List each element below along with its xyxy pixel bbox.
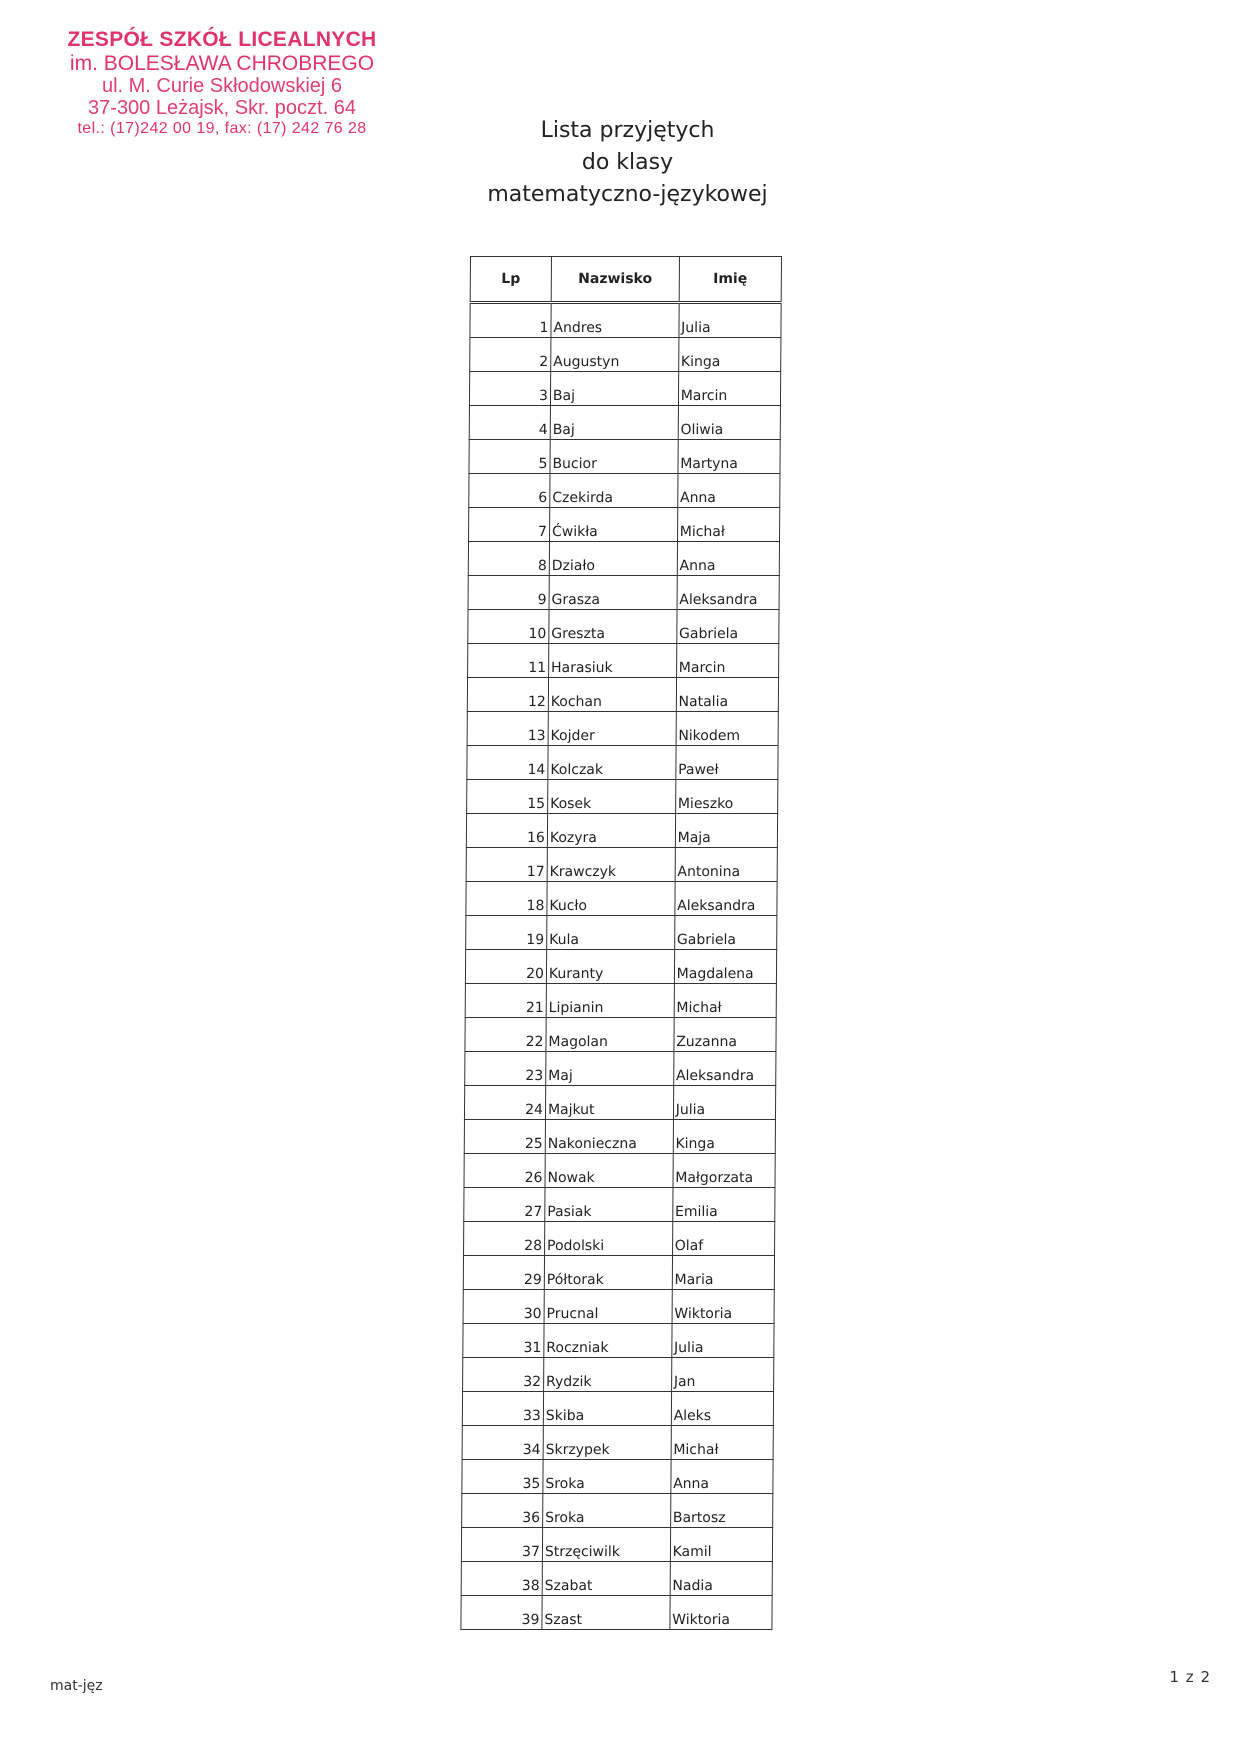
- row-surname: Augustyn: [551, 338, 679, 372]
- row-surname: Kuranty: [546, 950, 674, 984]
- row-name: Paweł: [676, 746, 779, 780]
- row-name: Marcin: [676, 644, 779, 678]
- row-surname: Magolan: [546, 1018, 674, 1052]
- table-row: [466, 814, 777, 848]
- row-name: Aleksandra: [675, 882, 778, 916]
- row-surname: Pasiak: [545, 1188, 673, 1222]
- row-surname: Maj: [546, 1052, 674, 1086]
- row-surname: Kosek: [548, 780, 676, 814]
- row-name: Aleks: [671, 1392, 774, 1426]
- row-name: Julia: [672, 1324, 775, 1358]
- row-name: Kinga: [678, 338, 781, 372]
- row-lp: 20: [465, 950, 546, 984]
- row-name: Martyna: [678, 440, 781, 474]
- header-lp: Lp: [470, 257, 551, 303]
- table-row: [462, 1426, 773, 1460]
- table-row: [467, 780, 778, 814]
- row-lp: 21: [465, 984, 546, 1018]
- row-name: Julia: [673, 1086, 776, 1120]
- row-name: Anna: [677, 474, 780, 508]
- row-lp: 8: [468, 542, 549, 576]
- row-name: Aleksandra: [677, 576, 780, 610]
- footer-class-code: mat-jęz: [50, 1678, 103, 1694]
- row-lp: 12: [467, 678, 548, 712]
- row-lp: 27: [464, 1188, 545, 1222]
- row-lp: 2: [470, 338, 551, 372]
- table-row: [461, 1596, 772, 1630]
- row-name: Anna: [671, 1460, 774, 1494]
- row-lp: 16: [466, 814, 547, 848]
- row-surname: Kozyra: [547, 814, 675, 848]
- row-name: Nadia: [670, 1562, 773, 1596]
- row-name: Gabriela: [676, 610, 779, 644]
- row-lp: 37: [461, 1528, 542, 1562]
- table-row: [464, 1086, 775, 1120]
- row-lp: 11: [468, 644, 549, 678]
- admitted-students-table: [460, 256, 782, 1630]
- header-name: Imię: [679, 257, 782, 303]
- row-lp: 33: [462, 1392, 543, 1426]
- row-surname: Lipianin: [546, 984, 674, 1018]
- row-surname: Kochan: [548, 678, 676, 712]
- row-name: Antonina: [675, 848, 778, 882]
- row-lp: 4: [469, 406, 550, 440]
- table-header-row: [470, 257, 781, 303]
- table-row: [464, 1120, 775, 1154]
- table-row: [466, 848, 777, 882]
- row-name: Kinga: [673, 1120, 776, 1154]
- table-row: [465, 1052, 776, 1086]
- row-surname: Harasiuk: [548, 644, 676, 678]
- row-surname: Baj: [550, 372, 678, 406]
- table-body: [461, 303, 781, 1630]
- table-row: [461, 1562, 772, 1596]
- row-surname: Skiba: [543, 1392, 671, 1426]
- row-name: Marcin: [678, 372, 781, 406]
- row-surname: Grasza: [549, 576, 677, 610]
- table-row: [469, 508, 780, 542]
- row-surname: Ćwikła: [549, 508, 677, 542]
- table-row: [470, 338, 781, 372]
- row-surname: Szabat: [542, 1562, 670, 1596]
- table-row: [463, 1290, 774, 1324]
- document-title: [440, 115, 815, 211]
- row-lp: 17: [466, 848, 547, 882]
- row-surname: Prucnal: [544, 1290, 672, 1324]
- row-lp: 36: [462, 1494, 543, 1528]
- table-row: [469, 440, 780, 474]
- row-lp: 22: [465, 1018, 546, 1052]
- row-lp: 38: [461, 1562, 542, 1596]
- row-name: Michał: [677, 508, 780, 542]
- table-row: [467, 746, 778, 780]
- row-lp: 31: [463, 1324, 544, 1358]
- row-lp: 13: [467, 712, 548, 746]
- row-name: Oliwia: [678, 406, 781, 440]
- row-lp: 6: [469, 474, 550, 508]
- table-row: [463, 1256, 774, 1290]
- row-name: Magdalena: [674, 950, 777, 984]
- school-stamp: [52, 28, 392, 138]
- row-name: Maja: [675, 814, 778, 848]
- row-name: Natalia: [676, 678, 779, 712]
- row-lp: 14: [467, 746, 548, 780]
- row-name: Zuzanna: [674, 1018, 777, 1052]
- stamp-line-city: 37-300 Leżajsk, Skr. poczt. 64: [88, 97, 356, 120]
- row-lp: 23: [465, 1052, 546, 1086]
- row-lp: 7: [469, 508, 550, 542]
- table-row: [465, 1018, 776, 1052]
- row-surname: Majkut: [545, 1086, 673, 1120]
- table-row: [464, 1222, 775, 1256]
- row-surname: Strzęciwilk: [542, 1528, 670, 1562]
- stamp-line-street: ul. M. Curie Skłodowskiej 6: [101, 75, 343, 98]
- table-row: [470, 303, 781, 338]
- row-lp: 28: [464, 1222, 545, 1256]
- row-name: Anna: [677, 542, 780, 576]
- table-row: [466, 882, 777, 916]
- row-lp: 18: [466, 882, 547, 916]
- table-row: [468, 542, 779, 576]
- row-name: Michał: [674, 984, 777, 1018]
- header-surname: Nazwisko: [551, 257, 679, 303]
- stamp-line-school-name: ZESPÓŁ SZKÓŁ LICEALNYCH: [67, 28, 377, 51]
- row-surname: Sroka: [543, 1460, 671, 1494]
- row-name: Jan: [671, 1358, 774, 1392]
- row-name: Mieszko: [675, 780, 778, 814]
- row-surname: Podolski: [544, 1222, 672, 1256]
- page-number: 1 z 2: [1169, 1668, 1211, 1686]
- table-row: [464, 1154, 775, 1188]
- row-name: Gabriela: [674, 916, 777, 950]
- row-name: Emilia: [672, 1188, 775, 1222]
- row-lp: 25: [464, 1120, 545, 1154]
- table-row: [461, 1528, 772, 1562]
- row-surname: Nowak: [545, 1154, 673, 1188]
- row-surname: Działo: [549, 542, 677, 576]
- row-lp: 24: [464, 1086, 545, 1120]
- table-row: [469, 372, 780, 406]
- row-surname: Kula: [547, 916, 675, 950]
- row-lp: 9: [468, 576, 549, 610]
- row-surname: Szast: [542, 1596, 670, 1630]
- row-lp: 10: [468, 610, 549, 644]
- row-surname: Skrzypek: [543, 1426, 671, 1460]
- row-name: Olaf: [672, 1222, 775, 1256]
- row-lp: 34: [462, 1426, 543, 1460]
- row-lp: 35: [462, 1460, 543, 1494]
- row-name: Aleksandra: [673, 1052, 776, 1086]
- table-row: [463, 1324, 774, 1358]
- row-surname: Bucior: [550, 440, 678, 474]
- row-lp: 32: [463, 1358, 544, 1392]
- row-surname: Kucło: [547, 882, 675, 916]
- row-lp: 3: [469, 372, 550, 406]
- table-row: [467, 678, 778, 712]
- row-surname: Andres: [551, 303, 679, 338]
- table-row: [464, 1188, 775, 1222]
- table-row: [469, 474, 780, 508]
- row-surname: Krawczyk: [547, 848, 675, 882]
- row-lp: 26: [464, 1154, 545, 1188]
- row-surname: Roczniak: [544, 1324, 672, 1358]
- row-surname: Nakonieczna: [545, 1120, 673, 1154]
- table-row: [465, 950, 776, 984]
- table-row: [463, 1358, 774, 1392]
- row-surname: Czekirda: [550, 474, 678, 508]
- row-lp: 30: [463, 1290, 544, 1324]
- stamp-line-patron: im. BOLESŁAWA CHROBREGO: [69, 51, 375, 75]
- table-row: [462, 1392, 773, 1426]
- row-surname: Baj: [550, 406, 678, 440]
- row-name: Wiktoria: [670, 1596, 773, 1630]
- stamp-line-phone: tel.: (17)242 00 19, fax: (17) 242 76 28: [77, 119, 367, 137]
- table-row: [467, 712, 778, 746]
- row-surname: Kolczak: [548, 746, 676, 780]
- table-row: [468, 576, 779, 610]
- row-name: Kamil: [670, 1528, 773, 1562]
- row-name: Bartosz: [670, 1494, 773, 1528]
- table-row: [468, 644, 779, 678]
- title-line-3: matematyczno-językowej: [487, 182, 768, 207]
- row-lp: 5: [469, 440, 550, 474]
- table-row: [462, 1494, 773, 1528]
- row-name: Julia: [679, 303, 782, 338]
- row-lp: 15: [467, 780, 548, 814]
- row-lp: 29: [463, 1256, 544, 1290]
- row-name: Maria: [672, 1256, 775, 1290]
- table-row: [466, 916, 777, 950]
- table-row: [469, 406, 780, 440]
- table-row: [468, 610, 779, 644]
- row-surname: Półtorak: [544, 1256, 672, 1290]
- row-name: Wiktoria: [672, 1290, 775, 1324]
- row-name: Małgorzata: [673, 1154, 776, 1188]
- row-lp: 1: [470, 303, 551, 338]
- table-row: [465, 984, 776, 1018]
- row-surname: Kojder: [548, 712, 676, 746]
- row-surname: Rydzik: [544, 1358, 672, 1392]
- row-surname: Greszta: [549, 610, 677, 644]
- row-lp: 39: [461, 1596, 542, 1630]
- row-lp: 19: [466, 916, 547, 950]
- row-name: Michał: [671, 1426, 774, 1460]
- table-row: [462, 1460, 773, 1494]
- row-name: Nikodem: [676, 712, 779, 746]
- title-line-1: Lista przyjętych: [540, 118, 715, 143]
- title-line-2: do klasy: [581, 150, 674, 175]
- row-surname: Sroka: [543, 1494, 671, 1528]
